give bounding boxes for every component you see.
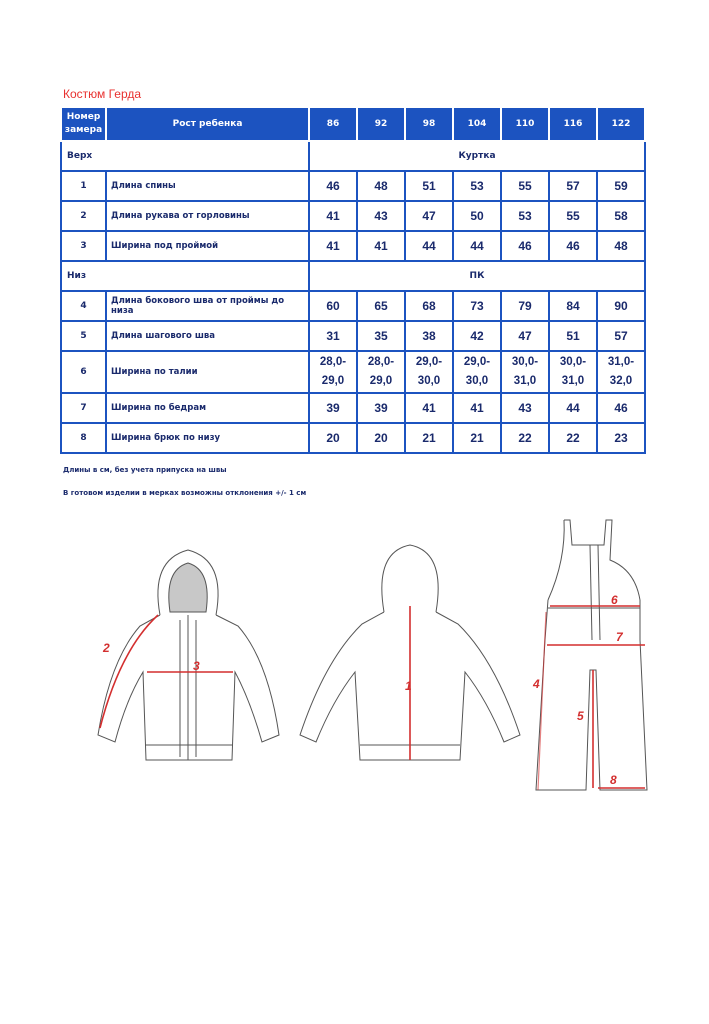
row-value: 55	[549, 201, 597, 231]
header-num: Номер замера	[61, 107, 106, 141]
page-title: Костюм Герда	[63, 87, 142, 101]
note-tolerance: В готовом изделии в мерках возможны отклонения +/- 1 см	[63, 489, 307, 497]
row-value: 41	[453, 393, 501, 423]
row-value: 22	[501, 423, 549, 453]
section-product: Куртка	[309, 141, 645, 171]
table-row	[61, 231, 645, 261]
row-value: 23	[597, 423, 645, 453]
table-row	[61, 423, 645, 453]
row-value: 46	[597, 393, 645, 423]
row-value: 46	[501, 231, 549, 261]
row-value: 38	[405, 321, 453, 351]
row-value: 39	[357, 393, 405, 423]
marker-7: 7	[616, 630, 623, 644]
row-name: Длина шагового шва	[106, 321, 309, 351]
row-value: 65	[357, 291, 405, 321]
marker-3: 3	[193, 659, 200, 673]
row-value: 79	[501, 291, 549, 321]
row-num: 4	[61, 291, 106, 321]
row-value: 44	[549, 393, 597, 423]
row-num: 5	[61, 321, 106, 351]
overalls-sketch	[536, 520, 647, 790]
row-value: 43	[357, 201, 405, 231]
row-value: 47	[405, 201, 453, 231]
row-name: Длина спины	[106, 171, 309, 201]
row-value: 41	[309, 231, 357, 261]
header-growth: Рост ребенка	[106, 107, 309, 141]
row-value: 31,0-32,0	[597, 351, 645, 393]
row-value: 21	[405, 423, 453, 453]
size-table	[60, 106, 646, 454]
row-value: 31	[309, 321, 357, 351]
header-size: 104	[453, 107, 501, 141]
row-num: 6	[61, 351, 106, 393]
garment-sketches	[0, 500, 709, 820]
row-value: 35	[357, 321, 405, 351]
section-label: Верх	[61, 141, 309, 171]
row-value: 20	[309, 423, 357, 453]
row-num: 7	[61, 393, 106, 423]
row-value: 41	[309, 201, 357, 231]
row-name: Ширина по бедрам	[106, 393, 309, 423]
row-value: 46	[549, 231, 597, 261]
table-row	[61, 291, 645, 321]
table-row	[61, 321, 645, 351]
row-value: 41	[357, 231, 405, 261]
row-value: 43	[501, 393, 549, 423]
row-value: 48	[357, 171, 405, 201]
row-value: 39	[309, 393, 357, 423]
marker-2: 2	[103, 641, 110, 655]
header-size: 116	[549, 107, 597, 141]
row-value: 28,0-29,0	[357, 351, 405, 393]
row-value: 44	[453, 231, 501, 261]
header-size: 86	[309, 107, 357, 141]
section-row	[61, 261, 645, 291]
row-num: 2	[61, 201, 106, 231]
row-value: 51	[549, 321, 597, 351]
table-row	[61, 351, 645, 393]
row-name: Ширина по талии	[106, 351, 309, 393]
jacket-front-sketch	[98, 550, 279, 760]
row-value: 59	[597, 171, 645, 201]
header-size: 92	[357, 107, 405, 141]
row-value: 29,0-30,0	[405, 351, 453, 393]
row-value: 90	[597, 291, 645, 321]
row-value: 29,0-30,0	[453, 351, 501, 393]
table-row	[61, 393, 645, 423]
row-value: 44	[405, 231, 453, 261]
section-product: ПК	[309, 261, 645, 291]
row-value: 73	[453, 291, 501, 321]
table-header	[61, 107, 645, 141]
row-value: 55	[501, 171, 549, 201]
table-row	[61, 201, 645, 231]
header-size: 122	[597, 107, 645, 141]
row-value: 84	[549, 291, 597, 321]
note-units: Длины в см, без учета припуска на швы	[63, 466, 227, 474]
row-value: 30,0-31,0	[549, 351, 597, 393]
row-value: 57	[597, 321, 645, 351]
row-value: 50	[453, 201, 501, 231]
row-num: 8	[61, 423, 106, 453]
row-value: 53	[501, 201, 549, 231]
row-value: 51	[405, 171, 453, 201]
row-value: 20	[357, 423, 405, 453]
row-name: Длина рукава от горловины	[106, 201, 309, 231]
row-value: 42	[453, 321, 501, 351]
row-name: Длина бокового шва от проймы до низа	[106, 291, 309, 321]
row-value: 58	[597, 201, 645, 231]
section-row	[61, 141, 645, 171]
marker-5: 5	[577, 709, 584, 723]
row-value: 28,0-29,0	[309, 351, 357, 393]
row-value: 53	[453, 171, 501, 201]
row-value: 21	[453, 423, 501, 453]
marker-4: 4	[533, 677, 540, 691]
section-label: Низ	[61, 261, 309, 291]
marker-8: 8	[610, 773, 617, 787]
header-size: 98	[405, 107, 453, 141]
table-row	[61, 171, 645, 201]
row-name: Ширина под проймой	[106, 231, 309, 261]
row-num: 3	[61, 231, 106, 261]
row-value: 22	[549, 423, 597, 453]
row-value: 57	[549, 171, 597, 201]
row-value: 30,0-31,0	[501, 351, 549, 393]
header-size: 110	[501, 107, 549, 141]
row-value: 60	[309, 291, 357, 321]
row-value: 41	[405, 393, 453, 423]
row-value: 48	[597, 231, 645, 261]
row-value: 68	[405, 291, 453, 321]
marker-1: 1	[405, 679, 412, 693]
measure-line-4	[538, 612, 546, 790]
marker-6: 6	[611, 593, 618, 607]
row-value: 47	[501, 321, 549, 351]
row-num: 1	[61, 171, 106, 201]
row-name: Ширина брюк по низу	[106, 423, 309, 453]
row-value: 46	[309, 171, 357, 201]
